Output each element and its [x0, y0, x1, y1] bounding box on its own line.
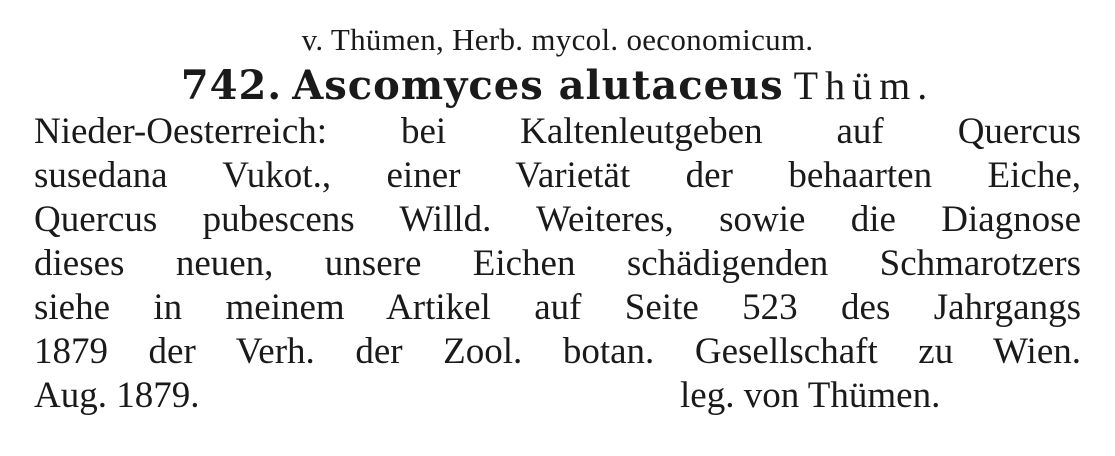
series-header: v. Thümen, Herb. mycol. oeconomicum.	[301, 22, 814, 57]
collector-name: leg. von Thümen.	[680, 375, 941, 416]
specimen-title	[0, 62, 1115, 109]
specimen-number: 742.	[180, 62, 283, 109]
body-line-2: susedana Vukot., einer Varietät der behaarten Eiche,	[34, 155, 1081, 196]
body-line-3: Quercus pubescens Willd. Weiteres, sowie die Diagnose	[34, 199, 1081, 240]
body-line-1: Nieder-Oesterreich: bei Kaltenleutgeben auf Quercus	[34, 111, 1081, 152]
species-author: Thüm.	[793, 63, 935, 108]
body-line-4: dieses neuen, unsere Eichen schädigenden Schmarotzers	[34, 243, 1081, 284]
species-name: Ascomyces alutaceus	[292, 62, 784, 109]
body-line-6: 1879 der Verh. der Zool. botan. Gesellschaft zu Wien.	[34, 331, 1081, 372]
body-line-5: siehe in meinem Artikel auf Seite 523 des Jahrgangs	[34, 287, 1081, 328]
collection-date: Aug. 1879.	[34, 375, 200, 416]
